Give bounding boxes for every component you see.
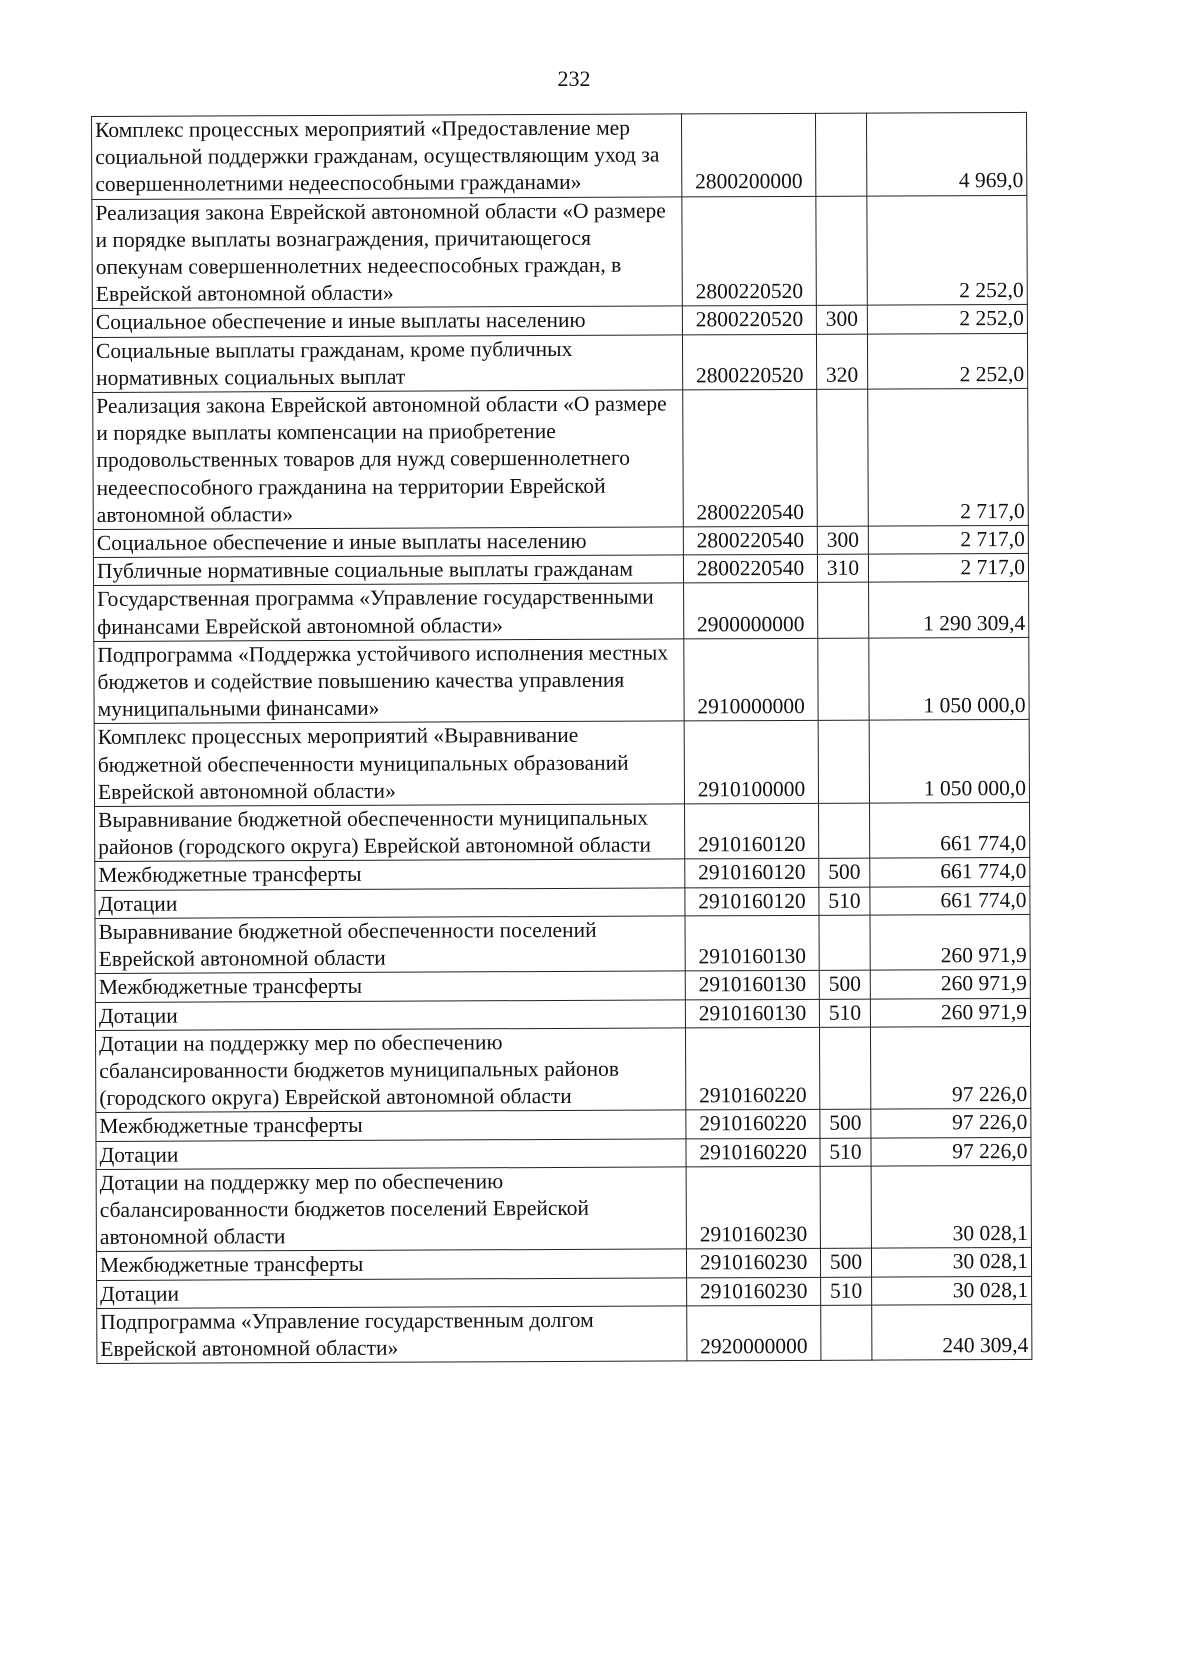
row-type-cell: 500: [820, 1248, 872, 1276]
row-name-cell: Комплекс процессных мероприятий «Предоставление мер социальной поддержки гражданам, осуществляющим уход за совершеннолетними недееспособными гражданами»: [92, 114, 683, 199]
row-amount-cell: 97 226,0: [871, 1137, 1031, 1166]
row-name-cell: Государственная программа «Управление государственными финансами Еврейской автономной области»: [94, 583, 685, 641]
row-code-cell: 2910160230: [687, 1249, 820, 1278]
row-name-cell: Межбюджетные трансферты: [95, 859, 686, 890]
table-row: [92, 305, 1027, 337]
row-name-cell: Социальное обеспечение и иные выплаты населению: [92, 306, 683, 337]
row-type-cell: [820, 1166, 872, 1249]
row-type-cell: 300: [817, 526, 869, 554]
table-row: [95, 886, 1030, 918]
table-row: [95, 858, 1030, 890]
row-code-cell: 2910000000: [684, 638, 817, 721]
row-type-cell: 510: [819, 999, 871, 1027]
row-type-cell: [815, 196, 867, 306]
row-code-cell: 2800220520: [682, 196, 816, 306]
row-type-cell: [819, 1027, 871, 1110]
table-row: [97, 1304, 1032, 1363]
row-type-cell: [820, 1305, 872, 1361]
table-row: [94, 637, 1029, 724]
row-amount-cell: 97 226,0: [871, 1026, 1031, 1109]
row-code-cell: 2800220540: [684, 526, 817, 555]
row-name-cell: Дотации на поддержку мер по обеспечению сбалансированности бюджетов муниципальных районов (городского округа) Еврейской автономной области: [95, 1028, 686, 1113]
row-type-cell: [815, 113, 867, 196]
row-name-cell: Дотации на поддержку мер по обеспечению сбалансированности бюджетов поселений Еврейской автономной области: [96, 1167, 687, 1252]
row-type-cell: [817, 638, 869, 721]
row-code-cell: 2910160120: [685, 859, 818, 888]
table-row: [94, 582, 1029, 641]
table-row: [96, 1109, 1031, 1141]
row-code-cell: 2910160230: [687, 1166, 820, 1249]
row-name-cell: Дотации: [96, 1138, 687, 1169]
row-code-cell: 2910100000: [685, 721, 818, 804]
table-row: [96, 1165, 1031, 1252]
table-row: [94, 720, 1029, 807]
row-amount-cell: 661 774,0: [870, 802, 1030, 858]
row-type-cell: [818, 721, 870, 804]
table-row: [95, 998, 1030, 1030]
row-type-cell: 500: [818, 859, 870, 887]
row-amount-cell: 4 969,0: [867, 112, 1027, 195]
page-number: 232: [557, 66, 591, 91]
row-code-cell: 2910160120: [685, 887, 818, 916]
row-type-cell: 510: [820, 1277, 872, 1305]
row-amount-cell: 1 050 000,0: [869, 637, 1029, 720]
row-name-cell: Дотации: [97, 1277, 688, 1308]
table-row: [95, 802, 1030, 861]
row-name-cell: Выравнивание бюджетной обеспеченности муниципальных районов (городского округа) Еврейской автономной области: [95, 804, 686, 862]
row-code-cell: 2900000000: [684, 583, 817, 639]
row-name-cell: Дотации: [95, 999, 686, 1030]
row-code-cell: 2800220520: [683, 306, 816, 335]
table-row: [95, 1026, 1030, 1113]
row-code-cell: 2910160220: [686, 1138, 819, 1167]
table-row: [96, 1137, 1031, 1169]
row-amount-cell: 2 717,0: [869, 554, 1029, 583]
row-amount-cell: 97 226,0: [871, 1109, 1031, 1138]
row-amount-cell: 2 252,0: [867, 195, 1027, 306]
row-type-cell: 510: [818, 887, 870, 915]
row-amount-cell: 1 050 000,0: [870, 720, 1030, 803]
row-name-cell: Межбюджетные трансферты: [96, 1249, 687, 1280]
table-row: [93, 388, 1029, 529]
row-name-cell: Реализация закона Еврейской автономной области «О размере и порядке выплаты компенсации на приобретение продовольственных товаров для нужд совершеннолетнего недееспособного гражданина на территории Еврейской автономной области»: [93, 390, 684, 530]
row-amount-cell: 260 971,9: [871, 998, 1031, 1027]
budget-table: [91, 112, 1032, 1364]
row-amount-cell: 2 252,0: [868, 305, 1028, 334]
row-code-cell: 2910160130: [686, 999, 819, 1028]
row-name-cell: Межбюджетные трансферты: [95, 971, 686, 1002]
row-type-cell: 500: [819, 970, 871, 998]
row-amount-cell: 30 028,1: [872, 1276, 1032, 1305]
row-name-cell: Подпрограмма «Управление государственным долгом Еврейской автономной области»: [97, 1306, 688, 1364]
budget-table-body: [92, 112, 1032, 1363]
row-amount-cell: 30 028,1: [872, 1165, 1032, 1248]
row-code-cell: 2800220540: [683, 389, 817, 527]
row-amount-cell: 1 290 309,4: [869, 582, 1029, 638]
table-row: [93, 525, 1028, 557]
row-amount-cell: 2 717,0: [868, 388, 1028, 526]
row-type-cell: [818, 803, 870, 859]
row-code-cell: 2910160120: [685, 803, 818, 859]
row-name-cell: Межбюджетные трансферты: [96, 1110, 687, 1141]
row-amount-cell: 2 252,0: [868, 333, 1028, 389]
row-name-cell: Социальное обеспечение и иные выплаты населению: [93, 527, 684, 558]
row-name-cell: Дотации: [95, 888, 686, 919]
row-type-cell: [816, 389, 868, 526]
row-amount-cell: 2 717,0: [869, 525, 1029, 554]
row-code-cell: 2800200000: [682, 113, 815, 196]
row-code-cell: 2800220540: [684, 555, 817, 584]
table-row: [92, 112, 1027, 199]
table-row: [95, 970, 1030, 1002]
row-amount-cell: 661 774,0: [870, 858, 1030, 887]
row-amount-cell: 260 971,9: [871, 970, 1031, 999]
table-row: [92, 333, 1027, 392]
row-code-cell: 2910160230: [687, 1277, 820, 1306]
row-name-cell: Выравнивание бюджетной обеспеченности поселений Еврейской автономной области: [95, 916, 686, 974]
row-type-cell: 300: [816, 306, 868, 334]
row-amount-cell: 260 971,9: [870, 914, 1030, 970]
row-amount-cell: 661 774,0: [870, 886, 1030, 915]
row-code-cell: 2910160130: [685, 915, 818, 971]
row-name-cell: Комплекс процессных мероприятий «Выравнивание бюджетной обеспеченности муниципальных образований Еврейской автономной области»: [94, 721, 685, 806]
row-code-cell: 2920000000: [687, 1305, 820, 1361]
table-row: [92, 195, 1027, 309]
row-type-cell: 510: [820, 1138, 872, 1166]
row-amount-cell: 30 028,1: [872, 1248, 1032, 1277]
row-name-cell: Реализация закона Еврейской автономной области «О размере и порядке выплаты вознаграждения, причитающегося опекунам совершеннолетних недееспособных граждан, в Еврейской автономной области»: [92, 197, 683, 309]
row-type-cell: [819, 915, 871, 971]
row-name-cell: Публичные нормативные социальные выплаты гражданам: [93, 555, 684, 586]
row-type-cell: 500: [819, 1109, 871, 1137]
row-code-cell: 2910160220: [686, 1110, 819, 1139]
row-code-cell: 2910160130: [686, 971, 819, 1000]
row-code-cell: 2910160220: [686, 1027, 819, 1110]
table-row: [95, 914, 1030, 973]
table-row: [96, 1248, 1031, 1280]
table-row: [93, 554, 1028, 586]
row-name-cell: Подпрограмма «Поддержка устойчивого исполнения местных бюджетов и содействие повышению качества управления муниципальными финансами»: [94, 639, 685, 724]
row-type-cell: 310: [817, 554, 869, 582]
row-type-cell: [817, 583, 869, 639]
row-code-cell: 2800220520: [683, 334, 816, 390]
table-row: [97, 1276, 1032, 1308]
row-type-cell: 320: [816, 334, 868, 390]
row-name-cell: Социальные выплаты гражданам, кроме публичных нормативных социальных выплат: [92, 335, 683, 393]
row-amount-cell: 240 309,4: [872, 1304, 1032, 1360]
